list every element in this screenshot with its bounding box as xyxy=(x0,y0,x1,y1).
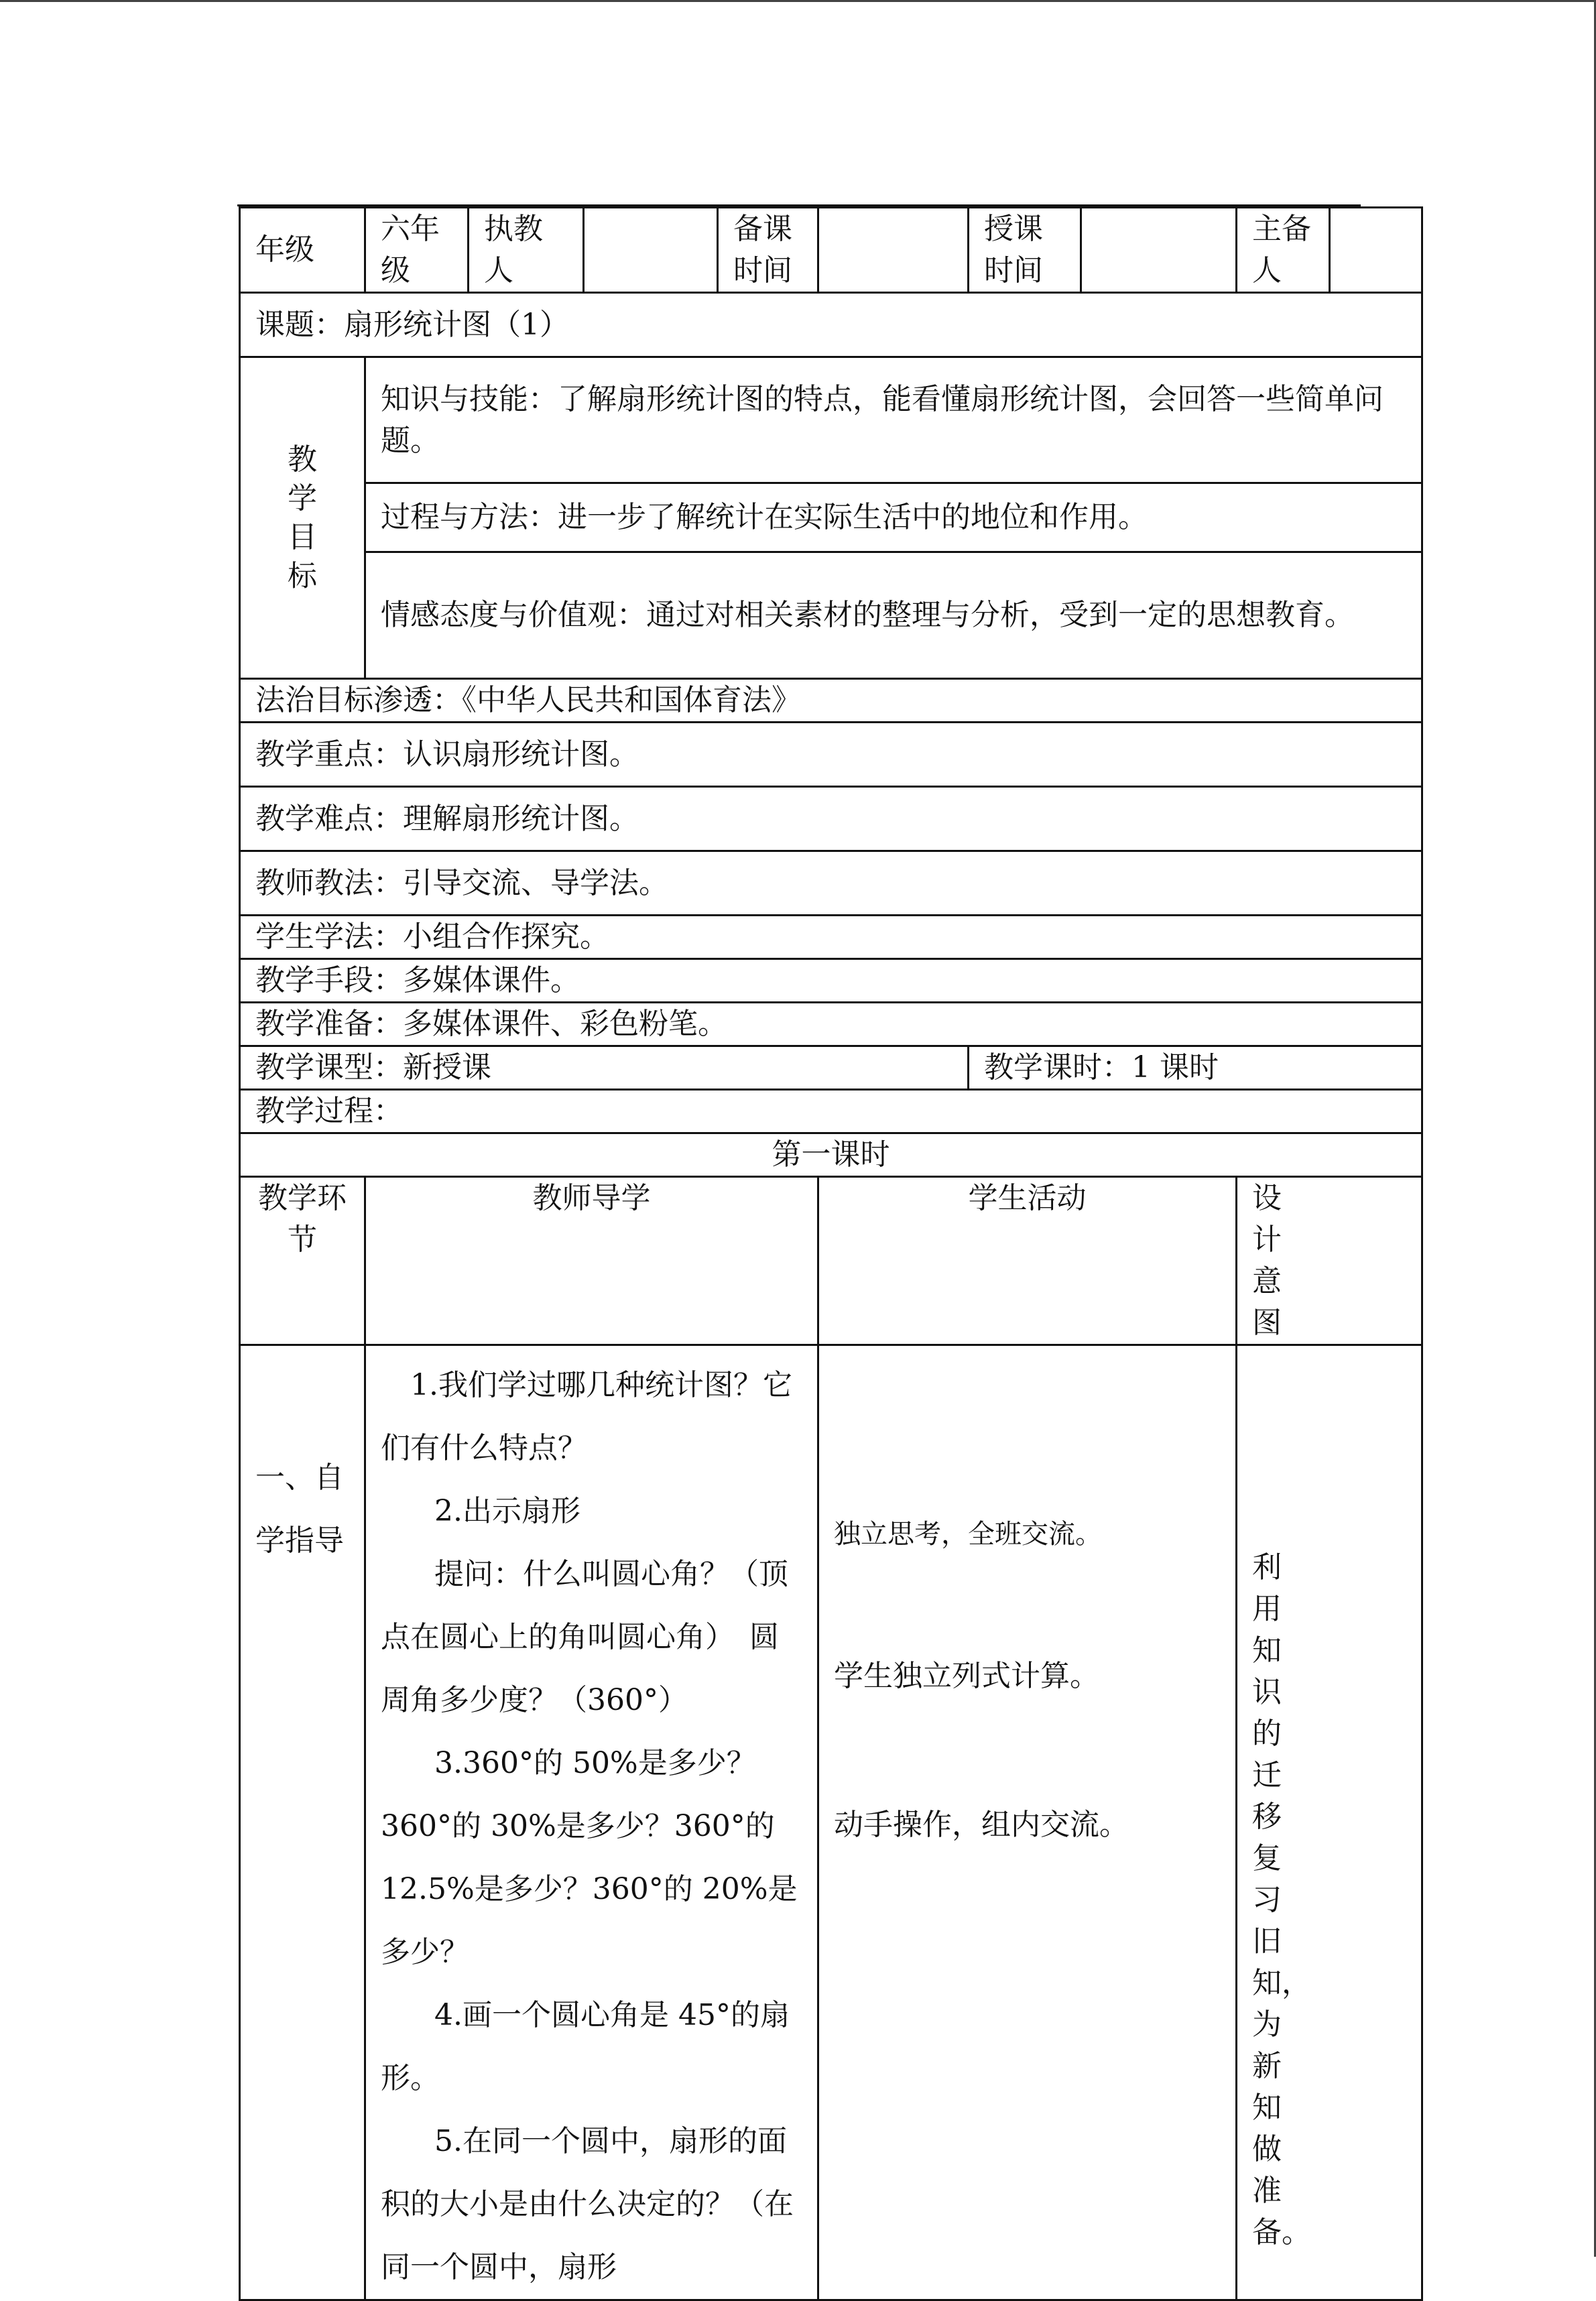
goals-label-char: 标 xyxy=(288,558,317,593)
period-title: 第一课时 xyxy=(240,1133,1422,1177)
class-time-value xyxy=(1081,208,1237,293)
lesson-hours: 教学课时：1 课时 xyxy=(969,1046,1422,1090)
goal-row-process xyxy=(240,483,1422,552)
teaching-method-row xyxy=(240,851,1422,916)
key-point-row xyxy=(240,723,1422,787)
page-border-top xyxy=(0,0,1596,2)
goal-process: 过程与方法：进一步了解统计在实际生活中的地位和作用。 xyxy=(365,483,1422,552)
teaching-preparation: 教学准备：多媒体课件、彩色粉笔。 xyxy=(240,1003,1422,1046)
goal-knowledge: 知识与技能：了解扇形统计图的特点，能看懂扇形统计图，会回答一些简单问题。 xyxy=(365,357,1422,483)
difficult-point: 教学难点：理解扇形统计图。 xyxy=(240,787,1422,851)
lesson-plan-table xyxy=(239,206,1423,2301)
goals-label-char: 教 xyxy=(288,442,317,477)
column-design: 设计意图 xyxy=(1237,1177,1422,1345)
prep-time-value xyxy=(818,208,969,293)
process-label: 教学过程： xyxy=(240,1090,1422,1133)
goal-emotion: 情感态度与价值观：通过对相关素材的整理与分析，受到一定的思想教育。 xyxy=(365,552,1422,679)
grade-value: 六年级 xyxy=(365,208,469,293)
topic: 课题：扇形统计图（1） xyxy=(240,293,1422,357)
teacher-line: 5.在同一个圆中，扇形的面积的大小是由什么决定的？（在同一个圆中，扇形 xyxy=(381,2124,794,2284)
header-row xyxy=(240,208,1422,293)
section-row xyxy=(240,1345,1422,2300)
section-student xyxy=(818,1345,1237,2300)
goal-row-knowledge xyxy=(240,357,1422,483)
section-stage: 一、自学指导 xyxy=(240,1345,365,2300)
learning-method-row xyxy=(240,916,1422,959)
teacher-label: 执教人 xyxy=(469,208,584,293)
section-design: 利用知识的迁移复习旧知，为新知做准备。 xyxy=(1237,1345,1422,2300)
section-teacher xyxy=(365,1345,818,2300)
teacher-line: 提问：什么叫圆心角？（顶点在圆心上的角叫圆心角） 圆周角多少度？（360°） xyxy=(381,1557,788,1717)
column-stage: 教学环节 xyxy=(240,1177,365,1345)
law-goal: 法治目标渗透：《中华人民共和国体育法》 xyxy=(240,679,1422,723)
teacher-line: 3.360°的 50%是多少？360°的 30%是多少？360°的 12.5%是多少？360°的 20%是多少？ xyxy=(381,1746,798,1969)
law-row xyxy=(240,679,1422,723)
key-point: 教学重点：认识扇形统计图。 xyxy=(240,723,1422,787)
student-line: 学生独立列式计算。 xyxy=(834,1659,1099,1693)
goals-label-char: 学 xyxy=(288,481,317,515)
teaching-means: 教学手段：多媒体课件。 xyxy=(240,959,1422,1003)
difficult-point-row xyxy=(240,787,1422,851)
prep-time-label: 备课时间 xyxy=(718,208,818,293)
student-line: 独立思考，全班交流。 xyxy=(834,1519,1102,1550)
lesson-type: 教学课型：新授课 xyxy=(240,1046,969,1090)
topic-row xyxy=(240,293,1422,357)
period-row xyxy=(240,1133,1422,1177)
teacher-value xyxy=(584,208,718,293)
means-row xyxy=(240,959,1422,1003)
preparation-row xyxy=(240,1003,1422,1046)
lesson-type-row xyxy=(240,1046,1422,1090)
teacher-line: 1.我们学过哪几种统计图？它们有什么特点？ xyxy=(381,1368,792,1465)
goals-label xyxy=(240,357,365,679)
goal-row-emotion xyxy=(240,552,1422,679)
teacher-line: 4.画一个圆心角是 45°的扇形。 xyxy=(381,1998,790,2095)
lead-label: 主备人 xyxy=(1237,208,1330,293)
student-line: 动手操作，组内交流。 xyxy=(834,1808,1129,1842)
column-header-row xyxy=(240,1177,1422,1345)
learning-method: 学生学法：小组合作探究。 xyxy=(240,916,1422,959)
class-time-label: 授课时间 xyxy=(969,208,1081,293)
process-label-row xyxy=(240,1090,1422,1133)
teaching-method: 教师教法：引导交流、导学法。 xyxy=(240,851,1422,916)
goals-label-char: 目 xyxy=(288,519,317,554)
teacher-line: 2.出示扇形 xyxy=(434,1494,580,1528)
lead-value xyxy=(1330,208,1422,293)
column-teacher: 教师导学 xyxy=(365,1177,818,1345)
grade-label: 年级 xyxy=(240,208,365,293)
column-student: 学生活动 xyxy=(818,1177,1237,1345)
